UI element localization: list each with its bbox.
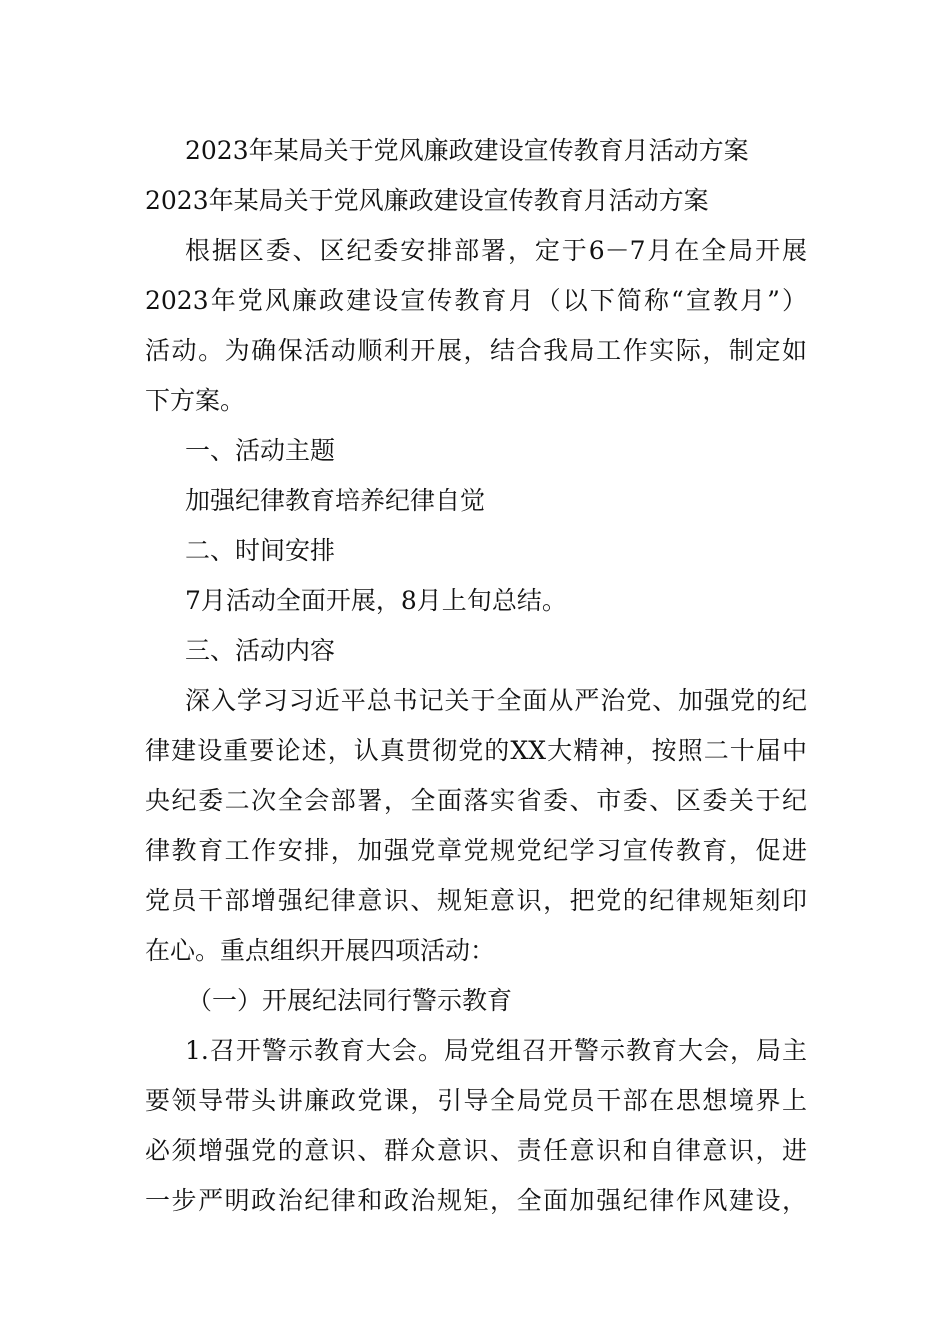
item-paragraph-line: 要领导带头讲廉政党课，引导全局党员干部在思想境界上 xyxy=(145,1086,807,1115)
document-subtitle: 2023年某局关于党风廉政建设宣传教育月活动方案 xyxy=(145,186,709,215)
document-title: 2023年某局关于党风廉政建设宣传教育月活动方案 xyxy=(185,136,749,165)
content-paragraph-line: 党员干部增强纪律意识、规矩意识，把党的纪律规矩刻印 xyxy=(145,886,807,915)
intro-paragraph-line: 2023年党风廉政建设宣传教育月（以下简称“宣教月”） xyxy=(145,286,807,315)
intro-paragraph-line: 下方案。 xyxy=(145,386,246,415)
intro-paragraph-line: 活动。为确保活动顺利开展，结合我局工作实际，制定如 xyxy=(145,336,807,365)
content-paragraph-line: 律建设重要论述，认真贯彻党的XX大精神，按照二十届中 xyxy=(145,736,807,765)
document-body xyxy=(145,127,807,1227)
content-paragraph-line: 在心。重点组织开展四项活动： xyxy=(145,936,496,965)
item-paragraph-line: 一步严明政治纪律和政治规矩，全面加强纪律作风建设， xyxy=(145,1186,807,1215)
item-paragraph-line: 必须增强党的意识、群众意识、责任意识和自律意识，进 xyxy=(145,1136,807,1165)
section-heading-schedule: 二、时间安排 xyxy=(185,536,336,565)
subsection-heading-warning-education: （一）开展纪法同行警示教育 xyxy=(187,986,513,1015)
section-heading-content: 三、活动内容 xyxy=(185,636,336,665)
content-paragraph-line: 深入学习习近平总书记关于全面从严治党、加强党的纪 xyxy=(185,686,807,715)
intro-paragraph-line: 根据区委、区纪委安排部署，定于6－7月在全局开展 xyxy=(185,236,807,265)
item-paragraph-line: 1.召开警示教育大会。局党组召开警示教育大会，局主 xyxy=(185,1036,807,1065)
schedule-text: 7月活动全面开展，8月上旬总结。 xyxy=(185,586,567,615)
theme-text: 加强纪律教育培养纪律自觉 xyxy=(185,486,486,515)
content-paragraph-line: 律教育工作安排，加强党章党规党纪学习宣传教育，促进 xyxy=(145,836,807,865)
content-paragraph-line: 央纪委二次全会部署，全面落实省委、市委、区委关于纪 xyxy=(145,786,807,815)
section-heading-theme: 一、活动主题 xyxy=(185,436,336,465)
